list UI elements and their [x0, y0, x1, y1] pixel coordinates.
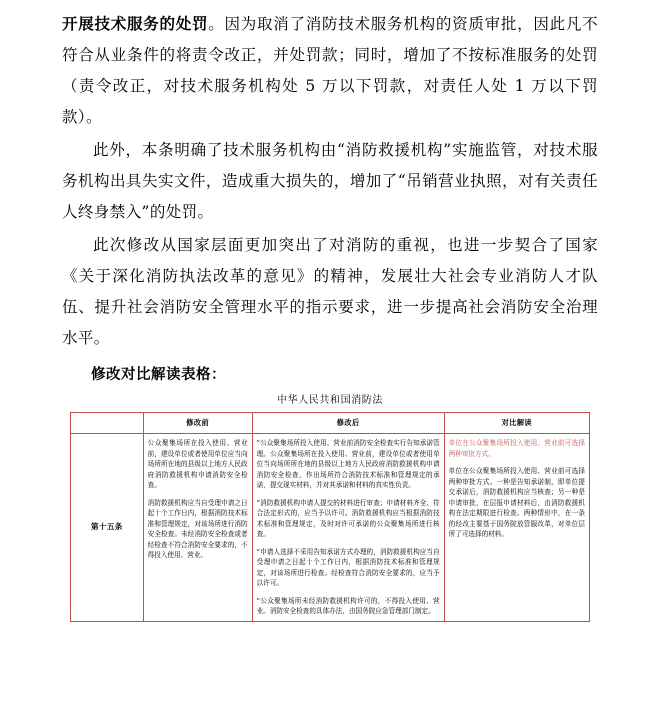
cell-after-para-3: “申请人选择不采用告知承诺方式办理的，消防救援机构应当自受理申请之日起十个工作日内，根据消防技术标准和管理规定，对该场所进行检查。经检查符合消防安全要求的，应当予以许可。: [256, 547, 440, 587]
paragraph-3: 此次修改从国家层面更加突出了对消防的重视，也进一步契合了国家《关于深化消防执法改革的意见》的精神，发展壮大社会专业消防人才队伍、提升社会消防安全管理水平的指示要求，进一步提高社会消防安全治理水平。: [62, 236, 598, 347]
cell-after: [252, 434, 444, 622]
cell-after-para-2: “消防救援机构申请人提交的材料进行审查；申请材料齐全、符合法定形式的，应当予以许可。消防救援机构应当根据消防技术标准和管理规定，及时对许可承诺的公众聚集场所进行核查。: [256, 498, 440, 538]
cell-after-para-1: “公众聚集场所投入使用、营业前消防安全检查实行告知承诺管理。公众聚集场所在投入使用、营业前，建设单位或者使用单位当向场所所在地的县级以上地方人民政府消防救援机构申请消防安全检查，作出场所符合消防技术标准和管理规定的承诺，提交现实材料，并对其承诺和材料的真实性负责。: [256, 439, 440, 489]
section-heading: 修改对比解读表格：: [91, 367, 226, 383]
paragraph-1-lead: 开展技术服务的处罚: [62, 14, 209, 33]
table-row: [71, 434, 590, 622]
table-title: 中华人民共和国消防法: [71, 392, 590, 412]
cell-before-para-2: 消防救援机构应当自受理申请之日起十个工作日内，根据消防技术标准和管理规定，对该场所进行消防安全检查。未经消防安全检查或者经检查不符合消防安全要求的，不得投入使用、营业。: [147, 498, 248, 559]
comparison-table: [70, 392, 590, 622]
table-header-interpretation: 对比解读: [444, 412, 589, 434]
paragraph-1-rest: 。因为取消了消防技术服务机构的资质审批，因此凡不符合从业条件的将责令改正，并处罚款；同时，增加了不按标准服务的处罚（责令改正，对技术服务机构处 5 万以下罚款，对责任人处 1 万以下罚款）。: [62, 15, 598, 126]
table-header-blank: [71, 412, 144, 434]
cell-before: [143, 434, 252, 622]
cell-interpretation: [444, 434, 589, 622]
cell-interpretation-rest: 单位在公众聚集场所投入使用、营业前可选择两种审批方式。一种是告知承诺制，即单位提交承诺后，消防救援机构应当核查；另一种是申请审批，在层报申请材料后，由消防救援机构在法定期限进行检查。两种情形中，在一条的经改主要基于国务院放管服改革，对单位层所了可选择的材料。: [448, 467, 585, 538]
table-title-row: [71, 392, 590, 412]
cell-after-para-4: “公众聚集场所未经消防救援机构许可的，不得投入使用、营业。消防安全检查的具体办法，由国务院应急管理部门制定。: [256, 596, 440, 615]
cell-interpretation-highlight: 单位在公众聚集场所投入使用、营业前可选择两种审批方式。: [448, 439, 585, 458]
cell-before-para-1: 公众聚集场所在投入使用、营业前，建设单位或者使用单位应当向场所所在地的县级以上地方人民政府消防救援机构申请消防安全检查。: [147, 439, 248, 489]
comparison-table-wrapper: [62, 392, 598, 622]
row-label-article-15: 第十五条: [71, 434, 144, 622]
table-header-after: 修改后: [252, 412, 444, 434]
paragraph-1: [62, 8, 598, 133]
table-header-row: [71, 412, 590, 434]
paragraph-2: 此外，本条明确了技术服务机构由“消防救援机构”实施监管，对技术服务机构出具失实文件，造成重大损失的，增加了“吊销营业执照，对有关责任人终身禁入”的处罚。: [62, 141, 598, 221]
table-header-before: 修改前: [143, 412, 252, 434]
